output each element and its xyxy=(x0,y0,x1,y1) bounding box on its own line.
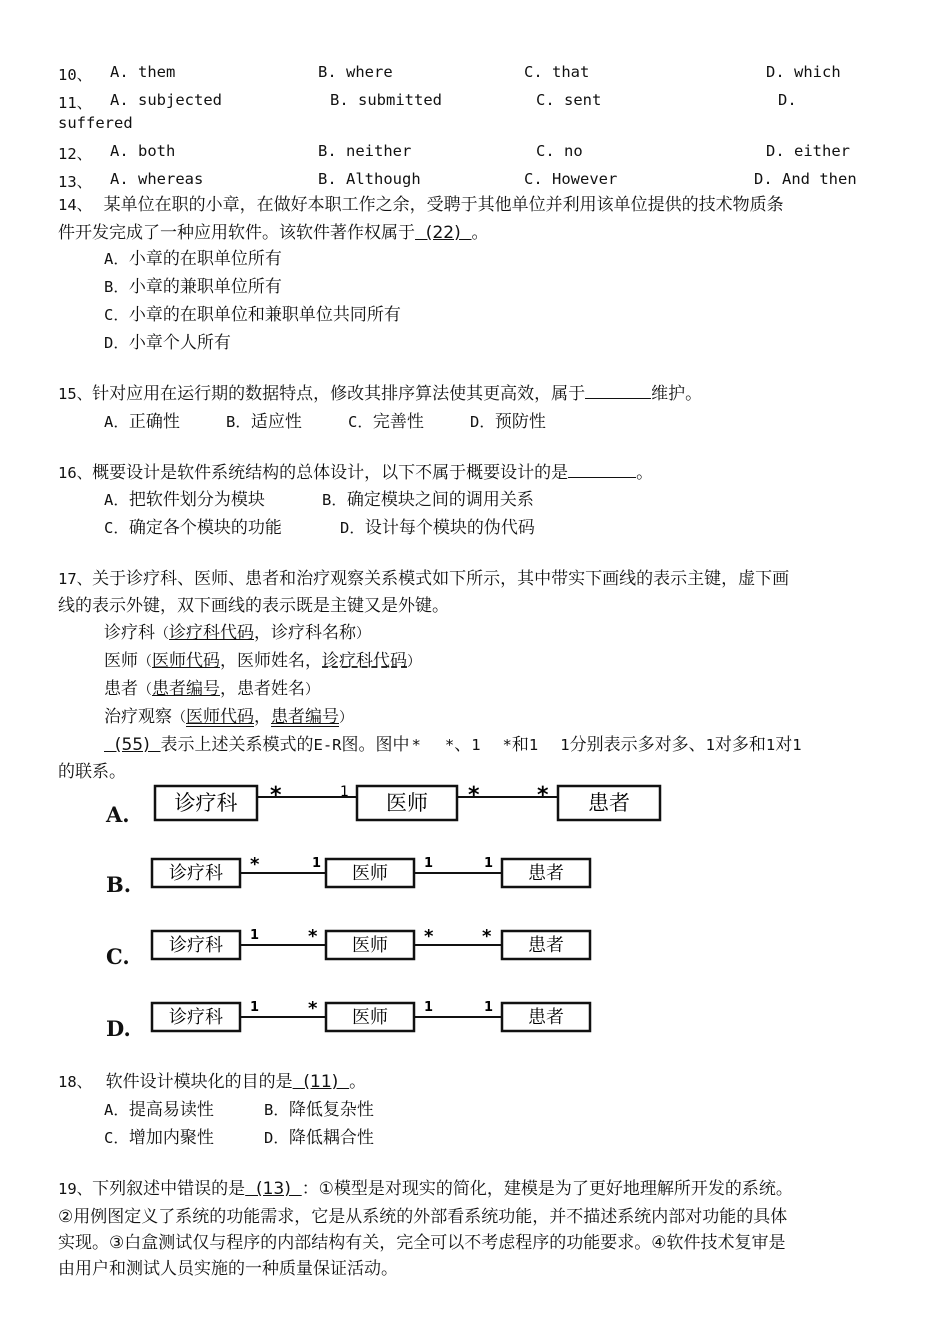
option-c: C. However xyxy=(524,170,618,188)
answer-blank: (55) xyxy=(104,735,161,755)
er-diagram-a xyxy=(140,778,680,830)
question-text: 某单位在职的小章，在做好本职工作之余，受聘于其他单位并利用该单位提供的技术物质条 xyxy=(103,195,784,215)
option-a: A．小章的在职单位所有 xyxy=(104,249,282,269)
question-number: 13、 xyxy=(58,173,93,191)
option-c: C．确定各个模块的功能 xyxy=(104,518,282,538)
question-number: 19、 xyxy=(58,1180,93,1198)
question-text: ：①模型是对现实的简化，建模是为了更好地理解所开发的系统。 xyxy=(301,1179,793,1199)
question-prompt: (55) 表示上述关系模式的E-R图。图中 * *、1 *和1 1分别表示多对多、1对多和1对1 xyxy=(104,735,802,755)
svg-text:1: 1 xyxy=(340,784,349,800)
svg-text:1: 1 xyxy=(250,928,260,943)
answer-blank: (13) xyxy=(245,1179,302,1199)
option-c: C. no xyxy=(536,142,583,160)
option-d-text: suffered xyxy=(58,114,133,132)
svg-text:患者: 患者 xyxy=(588,791,630,815)
er-diagram-b xyxy=(140,852,610,896)
option-d: D. xyxy=(778,91,797,109)
answer-blank xyxy=(585,382,651,399)
option-d: D．小章个人所有 xyxy=(104,333,231,353)
svg-text:患者: 患者 xyxy=(528,1007,564,1028)
question-number: 17、 xyxy=(58,570,93,588)
option-d: D．降低耦合性 xyxy=(264,1128,374,1148)
option-a: A．正确性 xyxy=(104,412,180,432)
svg-text:患者: 患者 xyxy=(528,935,564,956)
svg-text:1: 1 xyxy=(424,1000,434,1015)
question-text: 概要设计是软件系统结构的总体设计，以下不属于概要设计的是 xyxy=(92,463,569,483)
question-number: 18、 xyxy=(58,1073,93,1091)
question-number: 12、 xyxy=(58,145,93,163)
question-text: 件开发完成了一种应用软件。该软件著作权属于 xyxy=(58,223,415,243)
option-b: B．确定模块之间的调用关系 xyxy=(322,490,534,510)
question-text-end: 维护。 xyxy=(651,384,703,404)
option-d: D．设计每个模块的伪代码 xyxy=(340,518,535,538)
relation-huanzhe: 患者（患者编号，患者姓名） xyxy=(104,679,319,699)
option-b: B．小章的兼职单位所有 xyxy=(104,277,282,297)
svg-text:1: 1 xyxy=(484,856,494,871)
option-c: C．增加内聚性 xyxy=(104,1128,214,1148)
svg-text:诊疗科: 诊疗科 xyxy=(169,863,223,884)
svg-text:*: * xyxy=(424,926,434,947)
question-text: 关于诊疗科、医师、患者和治疗观察关系模式如下所示，其中带实下画线的表示主键，虚下画 xyxy=(92,569,790,589)
option-b: B．降低复杂性 xyxy=(264,1100,374,1120)
question-text: ②用例图定义了系统的功能需求，它是从系统的外部看系统功能，并不描述系统内部对功能的具体 xyxy=(58,1207,788,1227)
svg-text:患者: 患者 xyxy=(528,863,564,884)
svg-text:*: * xyxy=(482,926,492,947)
svg-text:诊疗科: 诊疗科 xyxy=(169,935,223,956)
svg-text:*: * xyxy=(270,783,282,808)
question-number: 10、 xyxy=(58,66,93,84)
option-c: C．小章的在职单位和兼职单位共同所有 xyxy=(104,305,401,325)
relation-yishi: 医师（医师代码，医师姓名，诊疗科代码） xyxy=(104,651,421,671)
svg-text:*: * xyxy=(468,783,480,808)
svg-text:医师: 医师 xyxy=(352,863,388,884)
option-b: B．适应性 xyxy=(226,412,302,432)
question-text: 由用户和测试人员实施的一种质量保证活动。 xyxy=(58,1259,398,1279)
svg-text:1: 1 xyxy=(424,856,434,871)
diagram-d-letter: D. xyxy=(106,1016,131,1041)
question-text: 实现。③白盒测试仅与程序的内部结构有关，完全可以不考虑程序的功能要求。④软件技术复审是 xyxy=(58,1233,786,1253)
option-a: A. both xyxy=(110,142,176,160)
answer-blank: (11) xyxy=(292,1072,350,1092)
relation-zhiliaoguancha: 治疗观察（医师代码，患者编号） xyxy=(104,707,353,727)
svg-text:1: 1 xyxy=(312,856,322,871)
option-a: A．提高易读性 xyxy=(104,1100,214,1120)
option-d: D．预防性 xyxy=(470,412,546,432)
option-d: D. which xyxy=(766,63,841,81)
question-text: 下列叙述中错误的是 xyxy=(92,1179,246,1199)
relation-zhenliaoke: 诊疗科（诊疗科代码，诊疗科名称） xyxy=(104,623,370,643)
svg-text:诊疗科: 诊疗科 xyxy=(174,791,238,815)
svg-text:1: 1 xyxy=(484,1000,494,1015)
svg-text:医师: 医师 xyxy=(386,791,428,815)
option-b: B. where xyxy=(318,63,393,81)
option-c: C. sent xyxy=(536,91,602,109)
svg-text:1: 1 xyxy=(250,1000,260,1015)
question-text: 软件设计模块化的目的是 xyxy=(105,1072,293,1092)
question-text-end: 。 xyxy=(349,1072,367,1092)
option-a: A. whereas xyxy=(110,170,204,188)
er-diagram-d xyxy=(140,996,610,1040)
diagram-a-letter: A. xyxy=(106,802,130,827)
svg-text:诊疗科: 诊疗科 xyxy=(169,1007,223,1028)
answer-blank: (22) xyxy=(415,223,472,243)
option-a: A．把软件划分为模块 xyxy=(104,490,265,510)
answer-blank xyxy=(568,461,636,478)
svg-text:*: * xyxy=(250,854,260,875)
svg-text:医师: 医师 xyxy=(352,935,388,956)
question-text-end: 。 xyxy=(471,223,489,243)
question-number: 14、 xyxy=(58,196,93,214)
option-a: A. subjected xyxy=(110,91,222,109)
option-b: B. Although xyxy=(318,170,421,188)
question-text: 针对应用在运行期的数据特点，修改其排序算法使其更高效，属于 xyxy=(92,384,586,404)
option-d: D. either xyxy=(766,142,850,160)
option-c: C．完善性 xyxy=(348,412,424,432)
diagram-c-letter: C. xyxy=(106,944,130,969)
question-number: 15、 xyxy=(58,385,93,403)
option-d: D. And then xyxy=(754,170,857,188)
svg-text:医师: 医师 xyxy=(352,1007,388,1028)
option-b: B. submitted xyxy=(330,91,442,109)
diagram-b-letter: B. xyxy=(106,872,132,897)
question-number: 16、 xyxy=(58,464,93,482)
option-a: A. them xyxy=(110,63,176,81)
question-text: 的联系。 xyxy=(58,762,126,782)
svg-text:*: * xyxy=(537,783,549,808)
question-text-end: 。 xyxy=(636,463,654,483)
question-number: 11、 xyxy=(58,94,93,112)
svg-text:*: * xyxy=(308,998,318,1019)
svg-text:*: * xyxy=(308,926,318,947)
question-text: 线的表示外键，双下画线的表示既是主键又是外键。 xyxy=(58,596,449,616)
option-b: B. neither xyxy=(318,142,412,160)
option-c: C. that xyxy=(524,63,590,81)
er-diagram-c xyxy=(140,924,610,968)
